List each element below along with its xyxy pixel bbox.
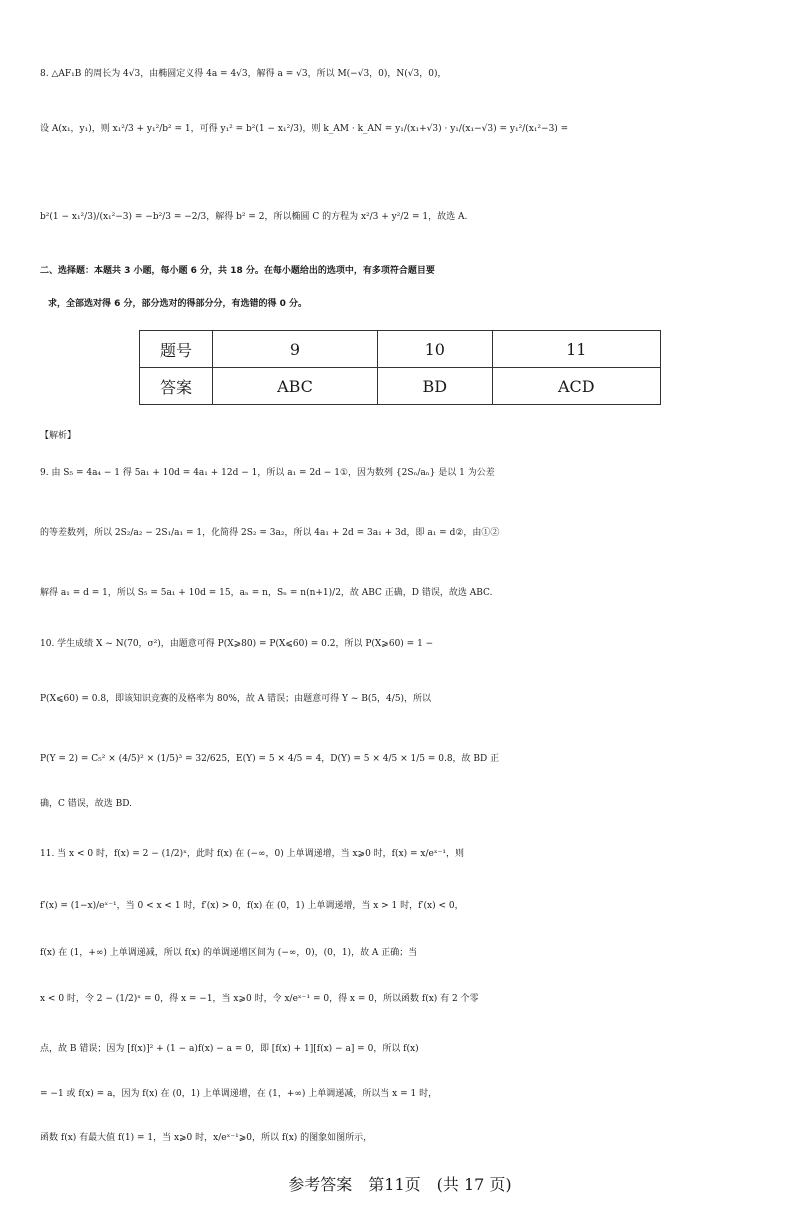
answer-table-header-row <box>140 331 661 368</box>
q11-line-5: 点，故 B 错误；因为 [f(x)]² + (1 − a)f(x) − a = 0，即 [f(x) + 1][f(x) − a] = 0，所以 f(x) <box>40 1044 419 1054</box>
q10-line-2: P(X⩽60) = 0.8，即该知识竞赛的及格率为 80%，故 A 错误；由题意可得 Y ~ B(5，4/5)，所以 <box>40 694 432 704</box>
table-cell: ABC <box>213 368 378 405</box>
q9-line-1: 9. 由 S₅ = 4a₄ − 1 得 5a₁ + 10d = 4a₁ + 12d − 1，所以 a₁ = 2d − 1①，因为数列 {2Sₙ/aₙ} 是以 1 为公差 <box>40 468 495 478</box>
table-cell: BD <box>378 368 493 405</box>
q11-line-2: f′(x) = (1−x)/eˣ⁻¹，当 0 < x < 1 时，f′(x) > 0，f(x) 在 (0，1) 上单调递增，当 x > 1 时，f′(x) < 0， <box>40 901 464 911</box>
q8-line-1: 8. △AF₁B 的周长为 4√3，由椭圆定义得 4a = 4√3，解得 a = √3，所以 M(−√3，0)，N(√3，0)， <box>40 69 447 79</box>
q9-line-3: 解得 a₁ = d = 1，所以 S₅ = 5a₁ + 10d = 15，aₙ = n，Sₙ = n(n+1)/2，故 ABC 正确，D 错误，故选 ABC. <box>40 588 493 598</box>
q11-line-4: x < 0 时，令 2 − (1/2)ˣ = 0，得 x = −1，当 x⩾0 时，令 x/eˣ⁻¹ = 0，得 x = 0，所以函数 f(x) 有 2 个零 <box>40 994 479 1004</box>
section-two-heading-cont: 求，全部选对得 6 分，部分选对的得部分分，有选错的得 0 分。 <box>48 299 308 309</box>
analysis-label: 【解析】 <box>40 431 77 441</box>
table-cell: ACD <box>492 368 660 405</box>
table-cell: 答案 <box>140 368 213 405</box>
q11-line-7: 函数 f(x) 有最大值 f(1) = 1，当 x⩾0 时，x/eˣ⁻¹⩾0，所以 f(x) 的图象如图所示， <box>40 1133 373 1143</box>
page-footer: 参考答案 第11页 (共 17 页) <box>288 1175 512 1194</box>
table-cell: 10 <box>378 331 493 368</box>
table-cell: 9 <box>213 331 378 368</box>
q8-line-2: 设 A(x₁，y₁)，则 x₁²/3 + y₁²/b² = 1，可得 y₁² = b²(1 − x₁²/3)，则 k_AM · k_AN = y₁/(x₁+√3) · y₁/(x₁−√3) = y₁²/(x₁²−3) = <box>40 124 569 134</box>
q9-line-2: 的等差数列，所以 2S₂/a₂ − 2S₁/a₁ = 1，化简得 2S₂ = 3a₂，所以 4a₁ + 2d = 3a₁ + 3d，即 a₁ = d②，由①② <box>40 528 500 538</box>
table-cell: 11 <box>492 331 660 368</box>
answer-table-answer-row <box>140 368 661 405</box>
q11-line-1: 11. 当 x < 0 时，f(x) = 2 − (1/2)ˣ，此时 f(x) 在 (−∞，0) 上单调递增，当 x⩾0 时，f(x) = x/eˣ⁻¹，则 <box>40 849 464 859</box>
q10-line-3: P(Y = 2) = C₅² × (4/5)² × (1/5)³ = 32/625，E(Y) = 5 × 4/5 = 4，D(Y) = 5 × 4/5 × 1/5 = 0.8，故 BD 正 <box>40 754 500 764</box>
q11-line-6: = −1 或 f(x) = a，因为 f(x) 在 (0，1) 上单调递增，在 (1，+∞) 上单调递减，所以当 x = 1 时， <box>40 1089 438 1099</box>
q8-line-3: b²(1 − x₁²/3)/(x₁²−3) = −b²/3 = −2/3，解得 b² = 2，所以椭圆 C 的方程为 x²/3 + y²/2 = 1，故选 A. <box>40 212 468 222</box>
table-cell: 题号 <box>140 331 213 368</box>
section-two-heading: 二、选择题：本题共 3 小题，每小题 6 分，共 18 分。在每小题给出的选项中，有多项符合题目要 <box>40 266 435 276</box>
answer-table <box>139 330 661 405</box>
q10-line-1: 10. 学生成绩 X ~ N(70，σ²)，由题意可得 P(X⩾80) = P(X⩽60) = 0.2，所以 P(X⩾60) = 1 − <box>40 639 434 649</box>
q11-line-3: f(x) 在 (1，+∞) 上单调递减，所以 f(x) 的单调递增区间为 (−∞，0)，(0，1)，故 A 正确；当 <box>40 948 418 958</box>
q10-line-4: 确，C 错误，故选 BD. <box>40 799 132 809</box>
